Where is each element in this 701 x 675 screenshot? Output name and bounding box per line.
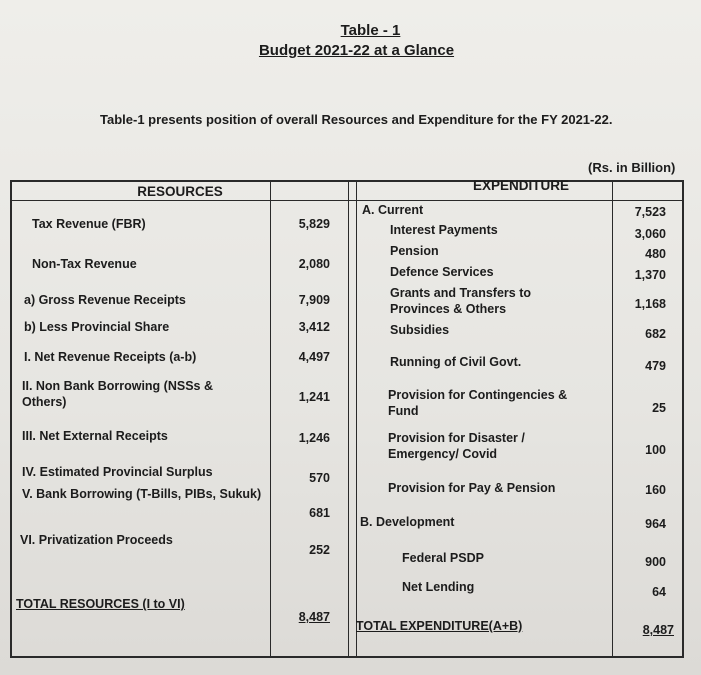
exp-value: 25 bbox=[652, 401, 666, 415]
header-rule bbox=[12, 200, 682, 201]
exp-value: 479 bbox=[645, 359, 666, 373]
exp-value: 1,370 bbox=[634, 268, 666, 282]
exp-label: Provision for Contingencies & Fund bbox=[388, 388, 568, 418]
exp-label: B. Development bbox=[360, 515, 455, 529]
res-value: 7,909 bbox=[298, 293, 330, 307]
exp-label: Net Lending bbox=[402, 580, 475, 594]
exp-label: Grants and Transfers to Provinces & Others bbox=[390, 286, 532, 316]
res-value: 2,080 bbox=[298, 257, 330, 271]
expenditure-header: EXPENDITURE bbox=[472, 178, 570, 193]
res-value: 1,241 bbox=[298, 390, 330, 404]
exp-value: 64 bbox=[652, 585, 666, 599]
exp-label: Running of Civil Govt. bbox=[390, 355, 522, 369]
res-label: V. Bank Borrowing (T-Bills, PIBs, Sukuk) bbox=[22, 487, 262, 501]
exp-label: A. Current bbox=[362, 203, 424, 217]
intro-text: Table-1 presents position of overall Resources and Expenditure for the FY 2021-22. bbox=[100, 112, 613, 127]
res-label: III. Net External Receipts bbox=[22, 429, 168, 443]
divider bbox=[612, 182, 613, 656]
exp-label: Federal PSDP bbox=[402, 551, 484, 565]
res-total-label: TOTAL RESOURCES (I to VI) bbox=[16, 597, 185, 611]
units-note: (Rs. in Billion) bbox=[588, 160, 676, 175]
table-number: Table - 1 bbox=[340, 22, 401, 39]
res-value: 570 bbox=[309, 471, 330, 485]
budget-table bbox=[10, 180, 684, 658]
exp-total-label: TOTAL EXPENDITURE(A+B) bbox=[356, 619, 523, 633]
exp-label: Subsidies bbox=[390, 323, 450, 337]
exp-label: Interest Payments bbox=[390, 223, 498, 237]
res-value: 681 bbox=[309, 506, 330, 520]
resources-header: RESOURCES bbox=[137, 184, 223, 199]
exp-label: Provision for Disaster / Emergency/ Covid bbox=[388, 431, 525, 461]
exp-label: Defence Services bbox=[390, 265, 494, 279]
res-value: 3,412 bbox=[298, 320, 330, 334]
res-label: IV. Estimated Provincial Surplus bbox=[22, 465, 213, 479]
res-label: I. Net Revenue Receipts (a-b) bbox=[24, 350, 197, 364]
res-value: 1,246 bbox=[298, 431, 330, 445]
res-total-value: 8,487 bbox=[298, 610, 330, 624]
exp-label: Provision for Pay & Pension bbox=[388, 481, 556, 495]
res-label: VI. Privatization Proceeds bbox=[20, 533, 173, 547]
res-value: 5,829 bbox=[298, 217, 330, 231]
exp-value: 3,060 bbox=[634, 227, 666, 241]
table-title: Budget 2021-22 at a Glance bbox=[258, 42, 455, 59]
exp-value: 100 bbox=[645, 443, 666, 457]
res-label: Tax Revenue (FBR) bbox=[32, 217, 146, 231]
exp-value: 480 bbox=[645, 247, 666, 261]
res-label: II. Non Bank Borrowing (NSSs & Others) bbox=[22, 379, 213, 409]
divider bbox=[348, 182, 349, 656]
exp-value: 7,523 bbox=[634, 205, 666, 219]
exp-value: 900 bbox=[645, 555, 666, 569]
res-label: Non-Tax Revenue bbox=[32, 257, 137, 271]
res-value: 252 bbox=[309, 543, 330, 557]
exp-value: 682 bbox=[645, 327, 666, 341]
exp-total-value: 8,487 bbox=[642, 623, 674, 637]
exp-value: 160 bbox=[645, 483, 666, 497]
exp-value: 1,168 bbox=[634, 297, 666, 311]
exp-label: Pension bbox=[390, 244, 439, 258]
exp-value: 964 bbox=[645, 517, 666, 531]
res-value: 4,497 bbox=[298, 350, 330, 364]
divider bbox=[356, 182, 357, 656]
res-label: a) Gross Revenue Receipts bbox=[24, 293, 186, 307]
divider bbox=[270, 182, 271, 656]
res-label: b) Less Provincial Share bbox=[24, 320, 170, 334]
